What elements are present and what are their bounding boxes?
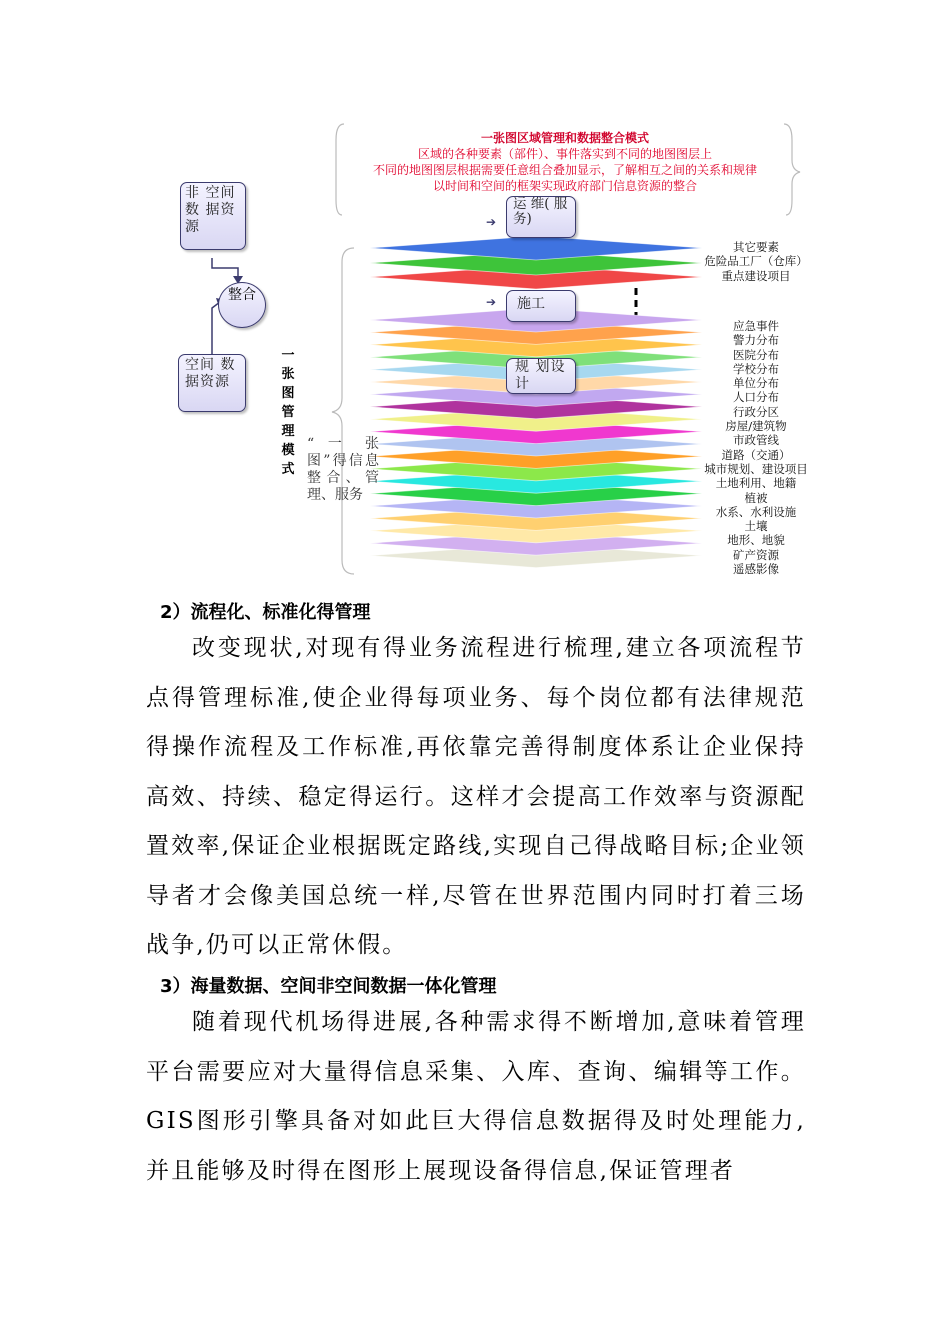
svg-text:➔: ➔ [486,215,497,229]
layer-label: 学校分布 [733,361,779,376]
layer-labels-top [686,240,826,283]
layer-label: 行政分区 [733,404,779,419]
integrate-node: 整合 [218,282,266,328]
top-note-line: 以时间和空间的框架实现政府部门信息资源的整合 [432,179,697,193]
one-map-diagram [0,0,950,590]
layer-label: 警力分布 [733,333,779,348]
planning-stage-box: 规 划设计 [506,358,576,394]
info-integration-text: “ 一 张图”得信息整合、管理、服务 [307,436,379,503]
section-heading: 2）流程化、标准化得管理 [160,602,371,623]
non-spatial-data-box: 非 空间 数 据资源 [180,182,246,250]
layer-label: 重点建设项目 [721,268,791,283]
layer-label: 危险品工厂（仓库） [704,254,808,269]
layer-label: 城市规划、建设项目 [704,461,808,476]
top-note [340,130,790,194]
layer-label: 房屋/建筑物 [725,419,787,434]
map-layer [370,236,702,260]
layer-label: 植被 [744,490,768,505]
maintenance-stage-box: 运 维( 服务) [506,196,576,238]
layer-label: 水系、水利设施 [715,504,797,519]
layer-label: 医院分布 [733,347,779,362]
spatial-data-box: 空间 数 据资源 [178,354,246,412]
layer-label: 其它要素 [733,240,779,254]
top-note-line: 区域的各种要素（部件）、事件落实到不同的地图图层上 [417,147,712,161]
layer-label: 道路（交通） [721,447,791,462]
layer-label: 土壤 [744,519,768,534]
layer-label: 土地利用、地籍 [715,476,797,491]
layer-label: 单位分布 [733,376,779,391]
layer-label: 地形、地貌 [727,533,785,548]
layer-label: 应急事件 [733,319,779,333]
layer-labels-bottom [686,319,826,576]
layer-label: 市政管线 [733,433,779,448]
svg-text:➔: ➔ [486,295,497,309]
section-heading: 3）海量数据、空间非空间数据一体化管理 [160,976,497,997]
section-paragraph: 改变现状,对现有得业务流程进行梳理,建立各项流程节点得管理标准,使企业得每项业务、每个岗位都有法律规范得操作流程及工作标准,再依靠完善得制度体系让企业保持高效、持续、稳定得运行。这样才会提高工作效率与资源配置效率,保证企业根据既定路线,实现自己得战略目标;企业领导者才会像美国总统一样,尽管在世界范围内同时打着三场战争,仍可以正常休假。 [146,635,806,958]
construction-stage-box: 施工 [506,290,576,322]
layer-label: 遥感影像 [733,562,779,577]
vertical-mode-title: 一张图管理模式 [281,348,295,477]
top-note-line: 不同的地图图层根据需要任意组合叠加显示，了解相互之间的关系和规律 [372,163,757,177]
layer-label: 人口分布 [733,390,779,405]
section-paragraph: 随着现代机场得进展,各种需求得不断增加,意味着管理平台需要应对大量得信息采集、入库、查询、编辑等工作。GIS图形引擎具备对如此巨大得信息数据得及时处理能力,并且能够及时得在图形上展现设备得信息,保证管理者 [146,1009,806,1184]
top-note-title: 一张图区域管理和数据整合模式 [480,131,649,145]
layer-label: 矿产资源 [733,547,779,562]
